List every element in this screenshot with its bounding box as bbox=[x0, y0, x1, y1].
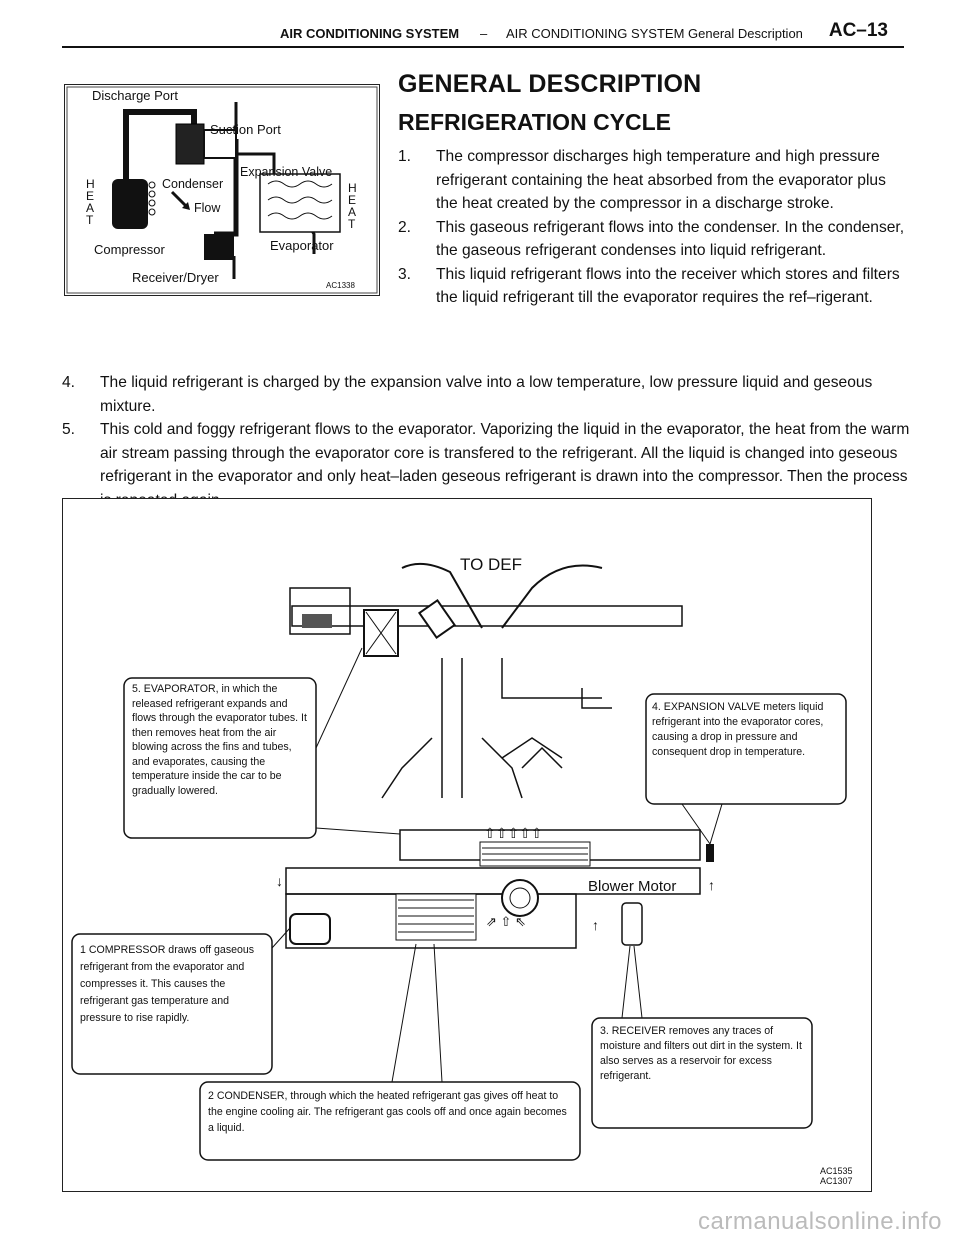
svg-text:AC1338: AC1338 bbox=[326, 281, 355, 290]
step-text: This liquid refrigerant flows into the receiver which stores and filters the liquid refrigerant till the evaporator requires the ref–rigerant. bbox=[436, 265, 900, 306]
svg-text:Expansion Valve: Expansion Valve bbox=[240, 165, 333, 179]
svg-text:Discharge Port: Discharge Port bbox=[92, 88, 178, 103]
page-title: GENERAL DESCRIPTION bbox=[398, 70, 702, 98]
svg-text:T: T bbox=[86, 213, 94, 227]
step-text: This cold and foggy refrigerant flows to the evaporator. Vaporizing the liquid in the evaporator, the heat from the warm air stream passing through the evaporator core is transfered to the refrigerant. All the liquid is changed into geseous refrigerant in the evaporator and only heat–laden geseous refrigerant is drawn into the compressor. Then the process bbox=[100, 421, 910, 485]
svg-text:AC1307: AC1307 bbox=[820, 1176, 853, 1186]
list-item bbox=[62, 371, 912, 418]
receiver-callout: 3. RECEIVER removes any traces of moisture and filters out dirt in the system. It also serves as a reservoir for excess refrigerant. bbox=[600, 1025, 802, 1082]
step-list-top bbox=[398, 145, 910, 310]
svg-text:↓: ↓ bbox=[276, 873, 283, 889]
svg-text:TO DEF: TO DEF bbox=[460, 555, 523, 574]
svg-text:A: A bbox=[86, 201, 95, 215]
step-number: 2. bbox=[398, 218, 412, 236]
evaporator-callout: 5. EVAPORATOR, in which the released refrigerant expands and flows through the evaporator tubes. It then removes heat from the air blowing across the fins and tubes, and evaporates, causing the temperature inside the car to be gradually lowered. bbox=[132, 683, 307, 797]
watermark: carmanualsonline.info bbox=[698, 1208, 942, 1235]
svg-text:Evaporator: Evaporator bbox=[270, 238, 334, 253]
svg-text:↑: ↑ bbox=[592, 917, 599, 933]
list-item bbox=[398, 145, 910, 216]
condenser-callout: 2 CONDENSER, through which the heated refrigerant gas gives off heat to the engine cooling air. The refrigerant gas cools off and once again becomes a liquid. bbox=[208, 1090, 567, 1134]
ac-system-layout-figure bbox=[62, 498, 872, 1192]
svg-text:Receiver/Dryer: Receiver/Dryer bbox=[132, 270, 219, 285]
svg-text:AC1535: AC1535 bbox=[820, 1166, 853, 1176]
step-number: 4. bbox=[62, 374, 76, 391]
section-subtitle: REFRIGERATION CYCLE bbox=[398, 109, 672, 135]
step-number: 3. bbox=[398, 265, 412, 283]
svg-text:H: H bbox=[348, 181, 357, 195]
svg-text:Flow: Flow bbox=[194, 201, 221, 215]
svg-text:Condenser: Condenser bbox=[162, 177, 224, 191]
svg-text:E: E bbox=[86, 189, 95, 203]
page-header bbox=[280, 20, 900, 48]
svg-text:Blower Motor: Blower Motor bbox=[588, 878, 677, 895]
svg-text:⇧⇧⇧⇧⇧: ⇧⇧⇧⇧⇧ bbox=[484, 825, 543, 841]
compressor-callout: 1 COMPRESSOR draws off gaseous refrigerant from the evaporator and compresses it. This causes the refrigerant gas temperature and pressure to rise rapidly. bbox=[80, 944, 255, 1024]
step-number: 5. bbox=[62, 421, 76, 438]
header-rule bbox=[62, 46, 904, 48]
svg-text:A: A bbox=[348, 205, 357, 219]
svg-text:Compressor: Compressor bbox=[94, 242, 165, 257]
step-list-bottom bbox=[62, 371, 912, 512]
refrigeration-cycle-figure bbox=[64, 84, 380, 296]
expansion-valve-callout: 4. EXPANSION VALVE meters liquid refrigerant into the evaporator cores, causing a drop in pressure and consequent drop in temperature. bbox=[652, 701, 824, 758]
step-text: The compressor discharges high temperature and high pressure refrigerant containing the heat absorbed from the evaporator plus the heat created by the compressor in a discharge stroke. bbox=[436, 148, 886, 212]
header-subsection: AIR CONDITIONING SYSTEM General Description bbox=[506, 26, 803, 41]
step-text: The liquid refrigerant is charged by the expansion valve into a low temperature, low pressure liquid and geseous mixture. bbox=[100, 374, 873, 415]
list-item bbox=[398, 263, 910, 310]
header-section: AIR CONDITIONING SYSTEM bbox=[280, 26, 460, 41]
list-item bbox=[398, 216, 910, 263]
svg-text:Suction Port: Suction Port bbox=[210, 122, 281, 137]
svg-text:⇗ ⇧ ⇖: ⇗ ⇧ ⇖ bbox=[486, 914, 526, 929]
header-separator: – bbox=[480, 26, 488, 41]
svg-text:H: H bbox=[86, 177, 95, 191]
page-number: AC–13 bbox=[828, 20, 888, 41]
step-number: 1. bbox=[398, 148, 412, 165]
svg-text:E: E bbox=[348, 193, 357, 207]
step-text: This gaseous refrigerant flows into the condenser. In the condenser, the gaseous refrigerant condenses into liquid refrigerant. bbox=[436, 218, 905, 259]
svg-text:↑: ↑ bbox=[708, 877, 715, 893]
svg-text:T: T bbox=[348, 217, 356, 231]
